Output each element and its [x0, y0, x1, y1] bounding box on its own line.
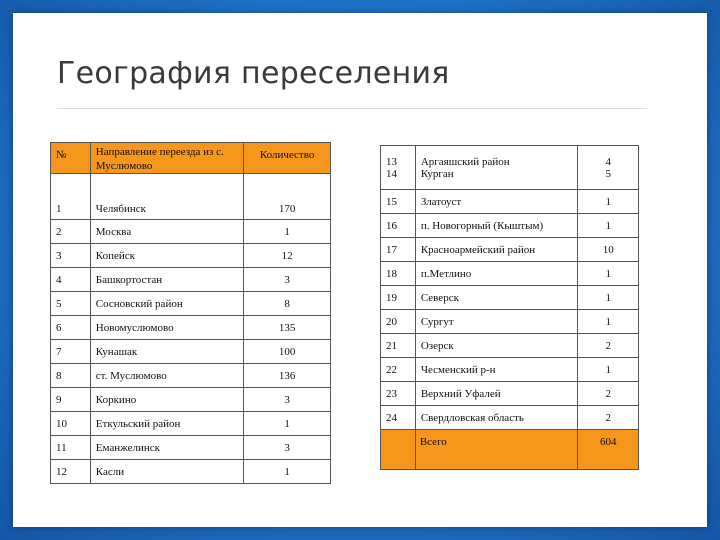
row-number: 15 — [381, 190, 416, 214]
table-row — [51, 460, 331, 484]
table-row — [51, 292, 331, 316]
table-row — [51, 388, 331, 412]
row-number: 22 — [381, 358, 416, 382]
row-count: 3 — [244, 268, 331, 292]
title-divider — [57, 108, 647, 109]
row-place: Сургут — [415, 310, 578, 334]
row-number: 4 — [51, 268, 91, 292]
row-place: Башкортостан — [90, 268, 243, 292]
right-table-body — [381, 146, 639, 430]
total-label: Всего — [415, 430, 578, 470]
row-count: 2 — [578, 406, 639, 430]
header-direction: Направление переезда из с. Муслюмово — [90, 143, 243, 174]
row-count: 1 — [578, 262, 639, 286]
row-number: 1 — [51, 174, 91, 220]
slide-title: География переселения — [57, 56, 450, 91]
table-row — [51, 220, 331, 244]
row-place: Кунашак — [90, 340, 243, 364]
row-place: Озерск — [415, 334, 578, 358]
header-num: № — [51, 143, 91, 174]
row-number: 23 — [381, 382, 416, 406]
row-number: 11 — [51, 436, 91, 460]
row-number: 12 — [51, 460, 91, 484]
row-place: Москва — [90, 220, 243, 244]
right-table — [380, 145, 639, 470]
header-count: Количество — [244, 143, 331, 174]
row-place: Сосновский район — [90, 292, 243, 316]
table-row — [381, 262, 639, 286]
table-row — [51, 268, 331, 292]
row-number: 9 — [51, 388, 91, 412]
row-count: 1 — [578, 214, 639, 238]
row-place: Копейск — [90, 244, 243, 268]
table-row — [381, 286, 639, 310]
table-row — [51, 364, 331, 388]
table-row — [51, 244, 331, 268]
row-count: 170 — [244, 174, 331, 220]
table-row — [381, 382, 639, 406]
row-place: п. Новогорный (Кыштым) — [415, 214, 578, 238]
table-row — [51, 174, 331, 220]
row-count: 1 — [578, 190, 639, 214]
row-place: Еткульский район — [90, 412, 243, 436]
left-table — [50, 142, 331, 484]
row-count: 10 — [578, 238, 639, 262]
row-place: п.Метлино — [415, 262, 578, 286]
row-count: 3 — [244, 436, 331, 460]
row-place: ст. Муслюмово — [90, 364, 243, 388]
table-row — [381, 334, 639, 358]
row-number: 20 — [381, 310, 416, 334]
table-row — [381, 146, 639, 190]
row-number: 7 — [51, 340, 91, 364]
row-place: Еманжелинск — [90, 436, 243, 460]
row-count: 1 — [244, 412, 331, 436]
row-count: 2 — [578, 334, 639, 358]
row-number: 5 — [51, 292, 91, 316]
row-count: 2 — [578, 382, 639, 406]
row-place: Златоуст — [415, 190, 578, 214]
row-place: Аргаяшский район Курган — [415, 146, 578, 190]
row-count: 4 5 — [578, 146, 639, 190]
row-count: 12 — [244, 244, 331, 268]
row-number: 10 — [51, 412, 91, 436]
table-row — [381, 406, 639, 430]
row-place: Верхний Уфалей — [415, 382, 578, 406]
row-number: 17 — [381, 238, 416, 262]
row-place: Касли — [90, 460, 243, 484]
row-count: 136 — [244, 364, 331, 388]
row-count: 8 — [244, 292, 331, 316]
row-place: Коркино — [90, 388, 243, 412]
table-row — [51, 412, 331, 436]
row-number: 8 — [51, 364, 91, 388]
left-table-body — [51, 174, 331, 484]
row-number: 18 — [381, 262, 416, 286]
left-table-header-row — [51, 143, 331, 174]
table-row — [381, 214, 639, 238]
table-row — [381, 310, 639, 334]
row-count: 1 — [578, 286, 639, 310]
total-row — [381, 430, 639, 470]
total-value: 604 — [578, 430, 639, 470]
table-row — [381, 358, 639, 382]
table-row — [51, 316, 331, 340]
table-row — [51, 340, 331, 364]
row-place: Новомуслюмово — [90, 316, 243, 340]
total-empty-cell — [381, 430, 416, 470]
row-count: 1 — [578, 358, 639, 382]
row-number: 19 — [381, 286, 416, 310]
row-count: 3 — [244, 388, 331, 412]
row-count: 1 — [578, 310, 639, 334]
table-row — [381, 238, 639, 262]
row-count: 1 — [244, 460, 331, 484]
row-number: 24 — [381, 406, 416, 430]
row-place: Свердловская область — [415, 406, 578, 430]
row-place: Северск — [415, 286, 578, 310]
row-number: 21 — [381, 334, 416, 358]
row-count: 1 — [244, 220, 331, 244]
row-count: 135 — [244, 316, 331, 340]
row-place: Чесменский р-н — [415, 358, 578, 382]
row-number: 13 14 — [381, 146, 416, 190]
row-number: 2 — [51, 220, 91, 244]
table-row — [381, 190, 639, 214]
row-number: 16 — [381, 214, 416, 238]
row-count: 100 — [244, 340, 331, 364]
row-number: 6 — [51, 316, 91, 340]
table-row — [51, 436, 331, 460]
row-number: 3 — [51, 244, 91, 268]
row-place: Красноармейский район — [415, 238, 578, 262]
row-place: Челябинск — [90, 174, 243, 220]
